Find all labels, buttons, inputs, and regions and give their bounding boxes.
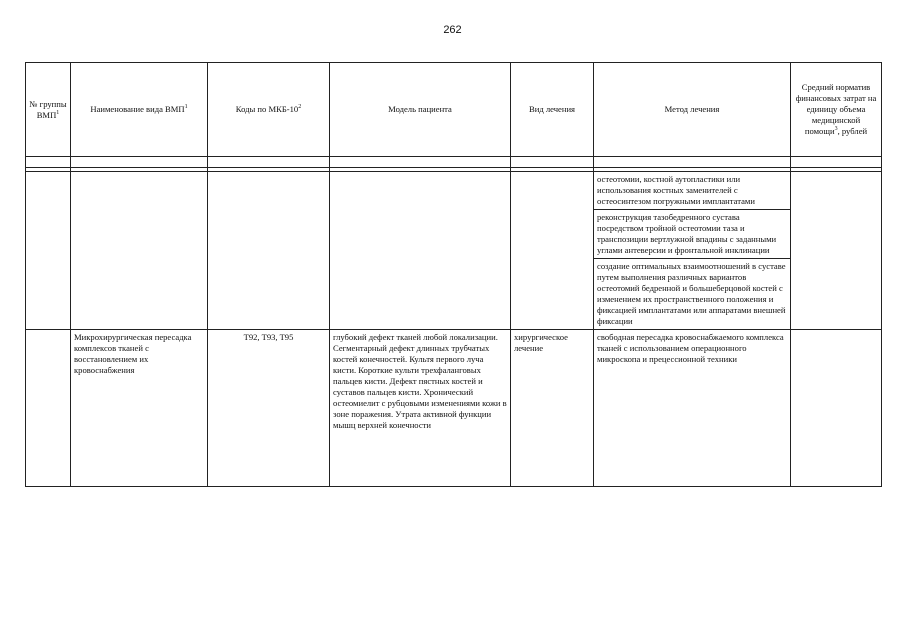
method-item: остеотомии, костной аутопластики или использования костных заменителей с остеосинтезом погружными имплантатами — [594, 172, 790, 210]
header-codes: Коды по МКБ-$10^2$ — [208, 63, 330, 157]
header-name: Наименование вида ВМП$^1$ — [71, 63, 208, 157]
table-row — [26, 330, 882, 487]
table-row — [26, 172, 882, 330]
method-item: реконструкция тазобедренного сустава посредством тройной остеотомии таза и транспозиции вертлужной впадины с заданными углами антеверсии и фронтальной инклинации — [594, 210, 790, 259]
icd-codes-cell: T92, T93, T95 — [208, 330, 330, 487]
method-item: создание оптимальных взаимоотношений в суставе путем выполнения различных вариантов остеотомий бедренной и большеберцовой костей с изменением их пространственного положения и фиксацией имплантатами или аппаратами внешней фиксации — [597, 261, 786, 326]
treatment-type-cell: хирургическое лечение — [511, 330, 594, 487]
vmp-table — [25, 62, 882, 487]
page-number: 262 — [443, 24, 462, 36]
header-treatment: Вид лечения — [511, 63, 594, 157]
header-row — [26, 63, 882, 157]
header-group: № группы ВМП$^1$ — [26, 63, 71, 157]
header-method: Метод лечения — [594, 63, 791, 157]
header-cost: Средний норматив финансовых затрат на единицу объема медицинской помощи$^3$, рублей — [791, 63, 882, 157]
treatment-method-cell: свободная пересадка кровоснабжаемого комплекса тканей с использованием операционного микроскопа и прецессионной техники — [594, 330, 791, 487]
header-model: Модель пациента — [330, 63, 511, 157]
patient-model-cell: глубокий дефект тканей любой локализации. Сегментарный дефект длинных трубчатых костей конечностей. Культя первого луча кисти. Короткие культи трехфаланговых пальцев кисти. Дефект пястных костей и суставов пальцев кисти. Хронический остеомиелит с рубцовыми изменениями кожи в зоне поражения. Утрата активной функции мышц верхней конечности — [330, 330, 511, 487]
numbering-row — [26, 157, 882, 168]
vmp-name-cell: Микрохирургическая пересадка комплексов тканей с восстановлением их кровоснабжения — [71, 330, 208, 487]
continued-methods-cell — [594, 172, 791, 330]
